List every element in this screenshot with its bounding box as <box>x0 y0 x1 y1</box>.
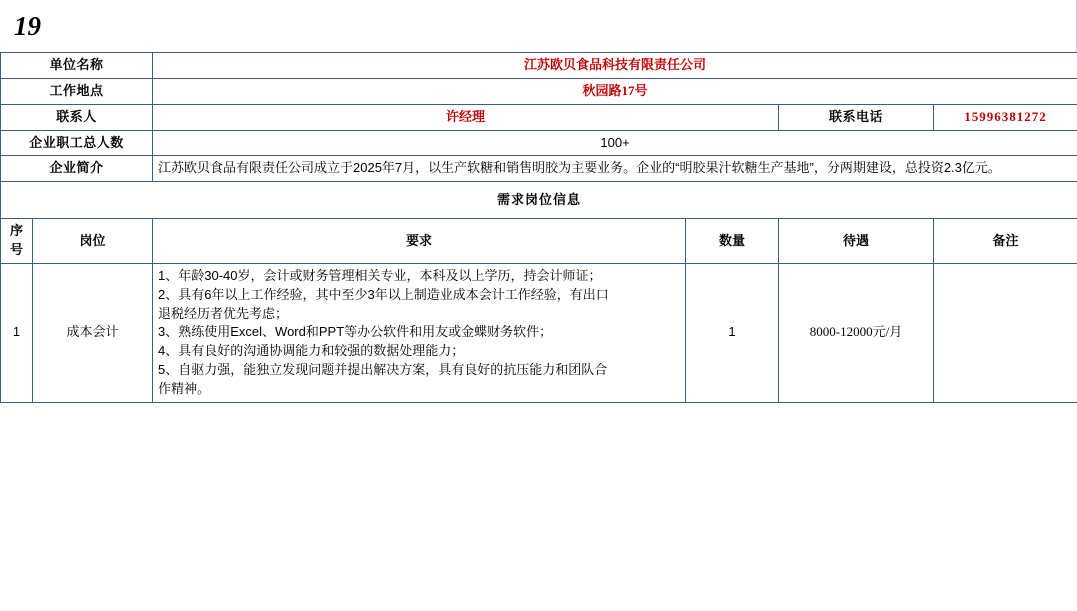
value-work-location: 秋园路17号 <box>153 78 1077 104</box>
cell-salary: 8000-12000元/月 <box>779 263 934 402</box>
value-contact-person: 许经理 <box>153 104 779 130</box>
table-row-work-location <box>1 78 1077 104</box>
value-contact-phone: 15996381272 <box>934 104 1077 130</box>
value-company-name: 江苏欧贝食品科技有限责任公司 <box>153 53 1077 79</box>
cell-index: 1 <box>1 263 33 402</box>
column-header-post: 岗位 <box>33 219 153 264</box>
label-work-location: 工作地点 <box>1 78 153 104</box>
requirement-line: 退税经历者优先考虑； <box>158 305 289 321</box>
label-employee-total: 企业职工总人数 <box>1 130 153 156</box>
recruitment-table <box>0 52 1077 403</box>
value-company-profile: 江苏欧贝食品有限责任公司成立于2025年7月，以生产软糖和销售明胶为主要业务。企业的“明胶果汁软糖生产基地”，分两期建设，总投资2.3亿元。 <box>153 156 1077 182</box>
cell-post: 成本会计 <box>33 263 153 402</box>
label-company-profile: 企业简介 <box>1 156 153 182</box>
label-contact-person: 联系人 <box>1 104 153 130</box>
requirement-line: 4、具有良好的沟通协调能力和较强的数据处理能力； <box>158 343 465 359</box>
column-header-index: 序号 <box>1 219 33 264</box>
requirement-line: 作精神。 <box>158 380 211 396</box>
table-row <box>1 263 1077 402</box>
section-title-positions: 需求岗位信息 <box>1 182 1077 219</box>
label-company-name: 单位名称 <box>1 53 153 79</box>
column-header-note: 备注 <box>934 219 1077 264</box>
table-row-employee-total <box>1 130 1077 156</box>
column-header-quantity: 数量 <box>686 219 779 264</box>
table-row-section-title <box>1 182 1077 219</box>
cell-quantity: 1 <box>686 263 779 402</box>
requirement-line: 1、年龄30-40岁，会计或财务管理相关专业，本科及以上学历，持会计师证； <box>158 267 602 283</box>
cell-requirements <box>153 263 686 402</box>
table-row-company-profile <box>1 156 1077 182</box>
value-employee-total: 100+ <box>153 130 1077 156</box>
table-row-company-name <box>1 53 1077 79</box>
table-row-contact <box>1 104 1077 130</box>
column-header-salary: 待遇 <box>779 219 934 264</box>
page-number: 19 <box>0 0 1077 52</box>
requirement-line: 2、具有6年以上工作经验，其中至少3年以上制造业成本会计工作经验，有出口 <box>158 286 609 302</box>
requirement-line: 3、熟练使用Excel、Word和PPT等办公软件和用友或金蝶财务软件； <box>158 324 553 340</box>
label-contact-phone: 联系电话 <box>779 104 934 130</box>
table-header-row <box>1 219 1077 264</box>
column-header-requirements: 要求 <box>153 219 686 264</box>
cell-note <box>934 263 1077 402</box>
requirement-line: 5、自驱力强，能独立发现问题并提出解决方案，具有良好的抗压能力和团队合 <box>158 362 608 378</box>
